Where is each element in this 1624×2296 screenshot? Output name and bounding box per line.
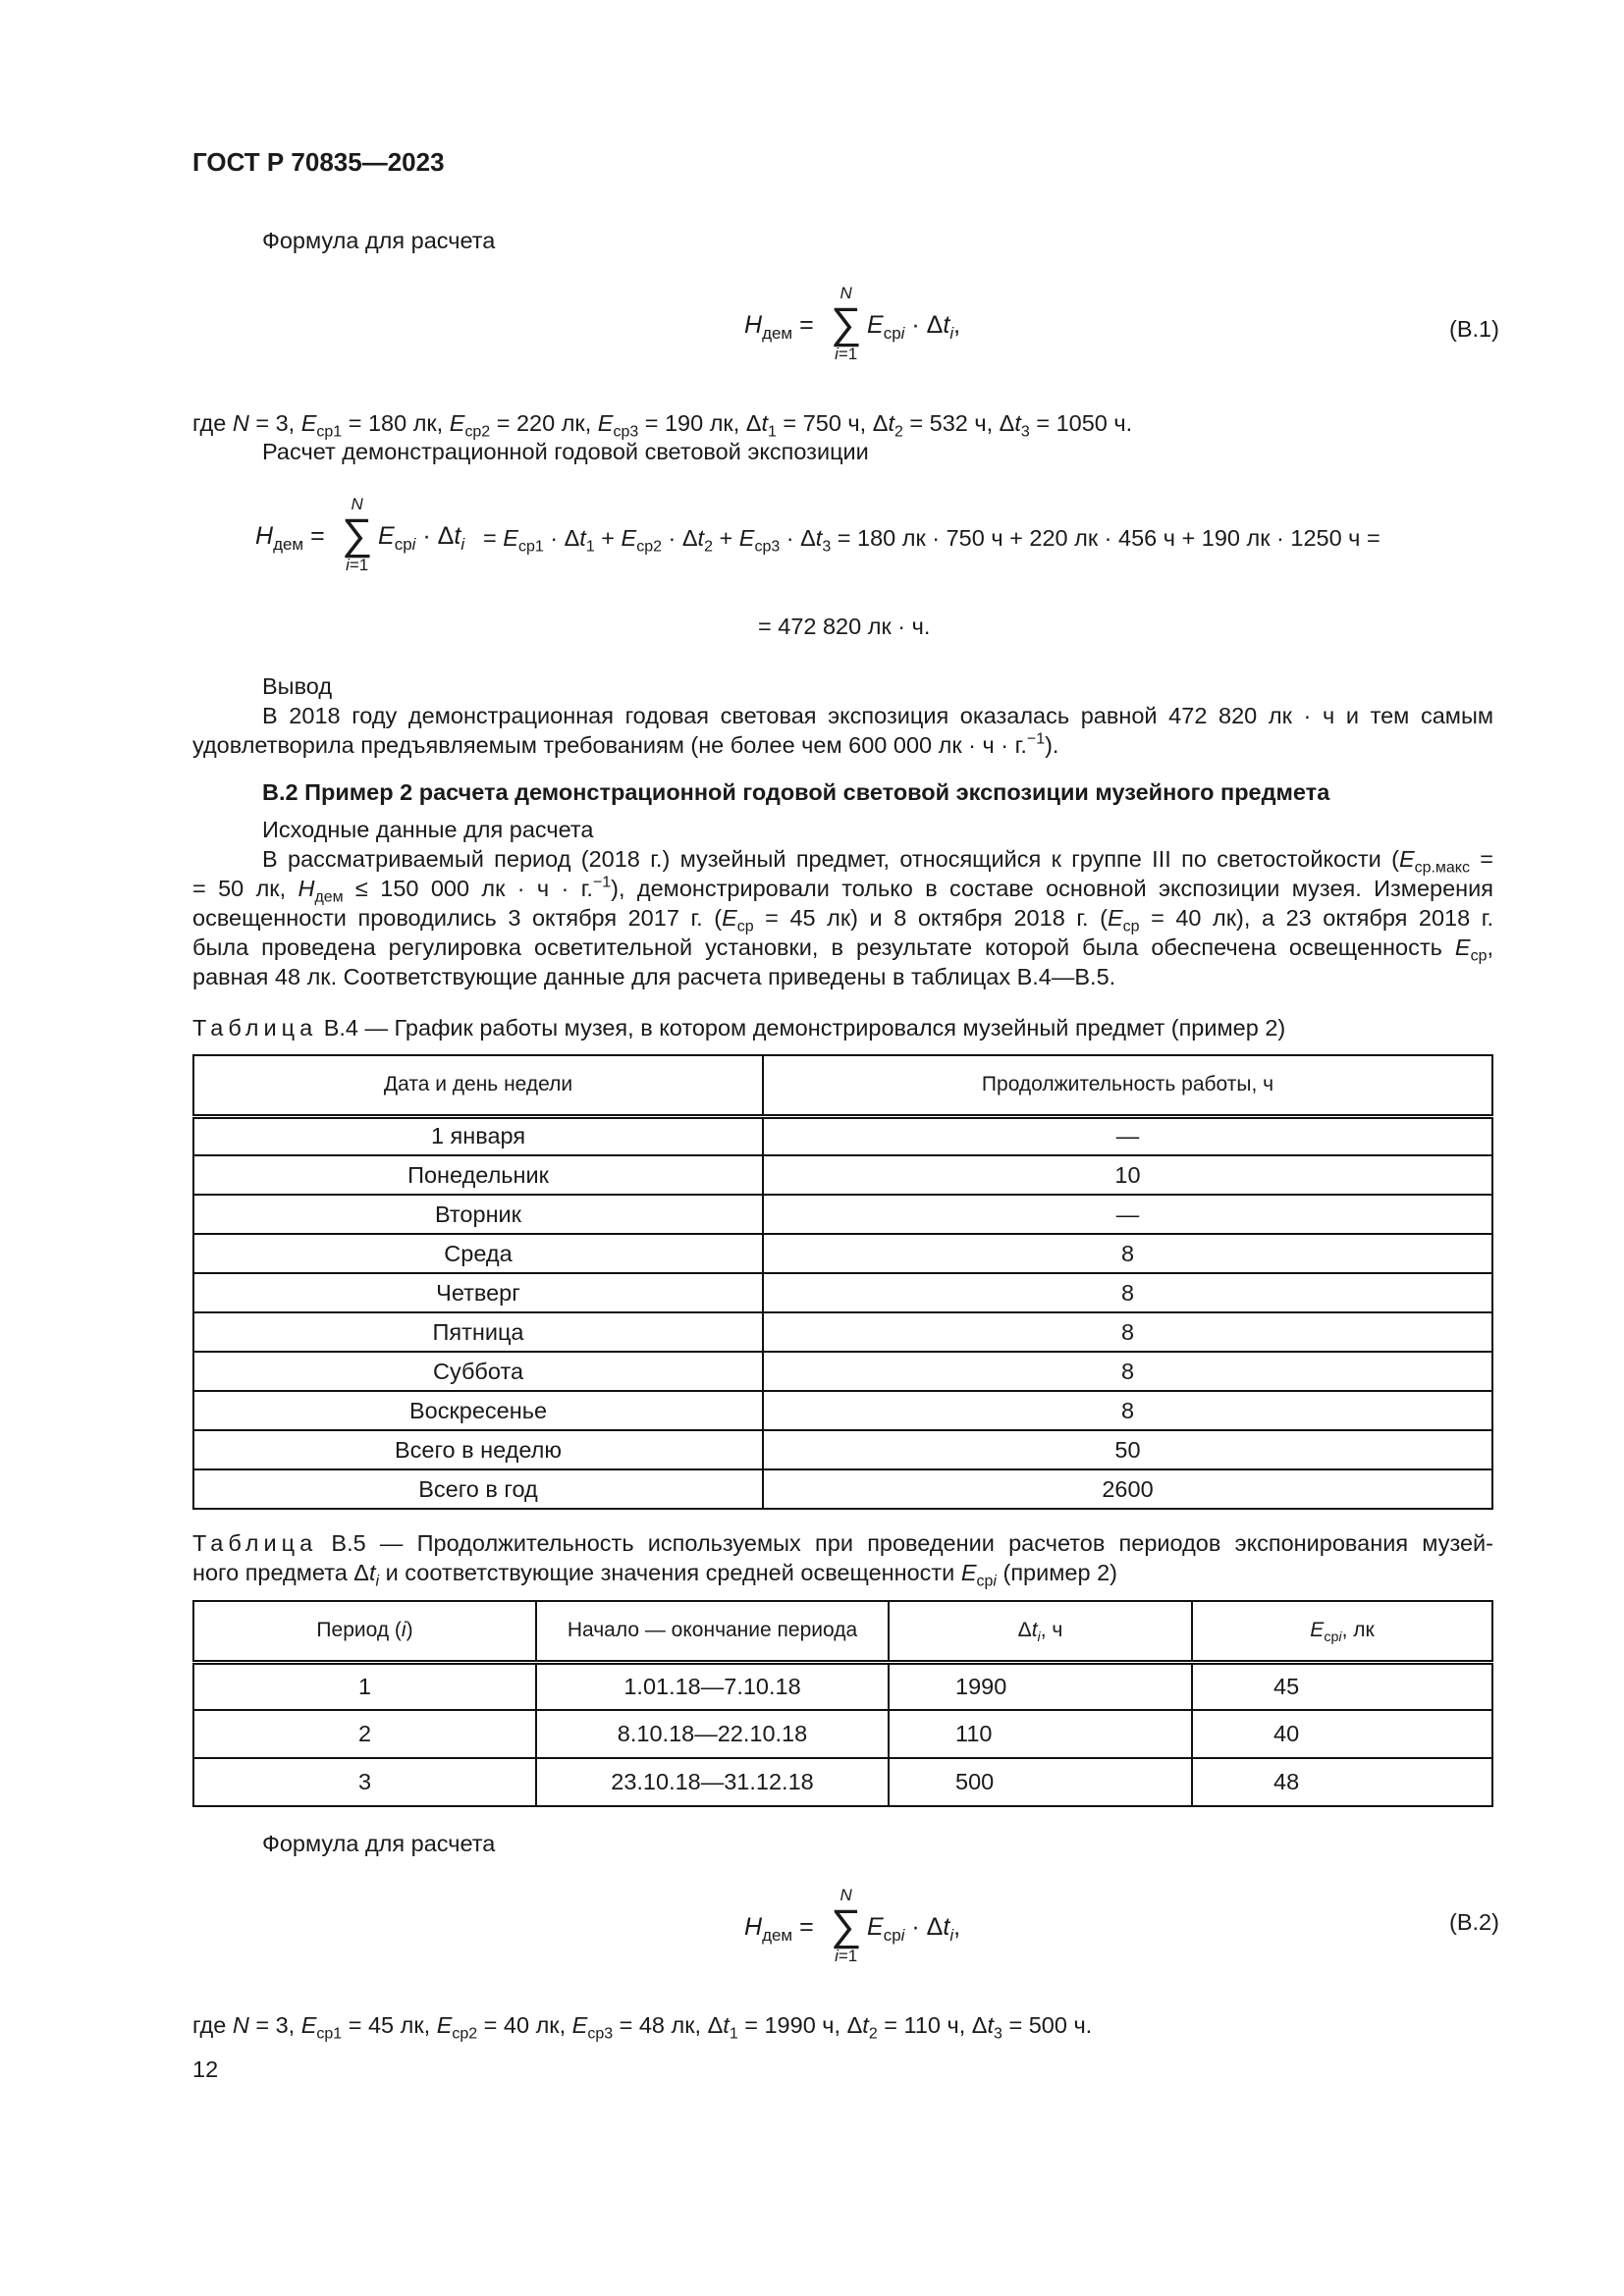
initial-data-heading: Исходные данные для расчета [262, 817, 594, 842]
column-header: $\Delta t_i$, ч [889, 1601, 1192, 1662]
formula-number-b2: (В.2) [1449, 1909, 1499, 1935]
formula-number-b1: (В.1) [1449, 316, 1499, 342]
formula-intro-2: Формула для расчета [262, 1831, 496, 1856]
page-number: 12 [192, 2056, 219, 2082]
table-row: Понедельник 10 [193, 1155, 1492, 1195]
where-line-1: где N = 3, $E_{ср1} = 180$ лк, $E_{ср2} = 220$ лк, $E_{ср3} = 190$ лк, $\Delta t_1 = 750$ ч, $\Delta t_2 = 532$ ч, $\Delta t_3 = 1050$ ч. [192, 410, 1133, 441]
table-b5-caption-line-2: ного предмета $\Delta t_i$ и соответствующие значения средней освещенности $E_{срi}$ (пример 2) [192, 1560, 1117, 1590]
where-line-2: где N = 3, $E_{ср1} = 45$ лк, $E_{ср2} = 40$ лк, $E_{ср3} = 48$ лк, $\Delta t_1 = 1990$ ч, $\Delta t_2 = 110$ ч, $\Delta t_3 = 500$ ч. [192, 2012, 1093, 2043]
table-row: Всего в год 2600 [193, 1469, 1492, 1509]
conclusion-line-2: удовлетворила предъявляемым требованиям (не более чем 600 000 лк · ч · г.$^{-1}$). [192, 730, 1059, 758]
table-row: Пятница 8 [193, 1312, 1492, 1352]
table-row: 1 января — [193, 1116, 1492, 1155]
paragraph-line-5: равная 48 лк. Соответствующие данные для расчета приведены в таблицах В.4—В.5. [192, 964, 1116, 989]
formula-b1: $H_{дем}$ = N ∑ i=1 $E_{срi} \cdot \Delta t_i$, [744, 284, 961, 363]
conclusion-line-1: В 2018 году демонстрационная годовая световая экспозиция оказалась равной 472 820 лк · ч и тем самым [262, 703, 1493, 728]
paragraph-line-3: освещенности проводились 3 октября 2017 г. ($E_{ср} = 45$ лк) и 8 октября 2018 г. ($E_{ср} = 40$ лк), а 23 октября 2018 г. [192, 905, 1493, 935]
table-row: Суббота 8 [193, 1352, 1492, 1391]
column-header: $E_{срi}$, лк [1192, 1601, 1492, 1662]
column-header: Период (i) [193, 1601, 536, 1662]
paragraph-line-2: = 50 лк, $H_{дем} \le 150$ 000 лк · ч · г.$^{-1}$), демонстрировали только в составе основной экспозиции музея. Измерения [192, 874, 1493, 906]
document-code: ГОСТ Р 70835—2023 [192, 147, 445, 177]
table-row: 2 8.10.18—22.10.18 110 40 [193, 1710, 1492, 1758]
calc-heading: Расчет демонстрационной годовой световой экспозиции [262, 439, 869, 464]
column-header: Начало — окончание периода [536, 1601, 889, 1662]
conclusion-heading: Вывод [262, 673, 333, 699]
column-header: Продолжительность работы, ч [763, 1055, 1492, 1116]
formula-intro: Формула для расчета [262, 228, 496, 253]
table-b4 [192, 1054, 1493, 1510]
table-b5 [192, 1600, 1493, 1807]
formula-b2: $H_{дем}$ = N ∑ i=1 $E_{срi} \cdot \Delta t_i$, [744, 1886, 961, 1965]
paragraph-line-1: В рассматриваемый период (2018 г.) музейный предмет, относящийся к группе III по светостойкости ($E_{ср.макс}$ = [262, 846, 1493, 877]
table-header-row [193, 1055, 1492, 1116]
table-b5-caption-line-1: Таблица В.5 — Продолжительность используемых при проведении расчетов периодов экспонирования музей- [192, 1530, 1493, 1556]
table-header-row [193, 1601, 1492, 1662]
table-b4-caption: Таблица В.4 — График работы музея, в котором демонстрировался музейный предмет (пример 2) [192, 1015, 1286, 1041]
calc-result: = 472 820 лк · ч. [758, 614, 931, 639]
table-row: Вторник — [193, 1195, 1492, 1234]
table-row: Четверг 8 [193, 1273, 1492, 1312]
section-heading-b2: В.2 Пример 2 расчета демонстрационной годовой световой экспозиции музейного предмета [262, 779, 1330, 805]
table-row: 3 23.10.18—31.12.18 500 48 [193, 1758, 1492, 1806]
column-header: Дата и день недели [193, 1055, 763, 1116]
table-row: Всего в неделю 50 [193, 1430, 1492, 1469]
formula-calculation: $H_{дем}$ = N ∑ i=1 $E_{срi} \cdot \Delta t_i$ = $E_{ср1} \cdot \Delta t_1 + E_{ср2} \cdot \Delta t_2 + E_{ср3} \cdot \Delta t_3 = 180$ лк · 750 ч + 220 лк · 456 ч + 190 лк · 1250 ч = [255, 495, 1380, 574]
table-row: 1 1.01.18—7.10.18 1990 45 [193, 1662, 1492, 1710]
table-row: Среда 8 [193, 1234, 1492, 1273]
paragraph-line-4: была проведена регулировка осветительной установки, в результате которой была обеспечена освещенность $E_{ср}$, [192, 934, 1493, 965]
table-row: Воскресенье 8 [193, 1391, 1492, 1430]
